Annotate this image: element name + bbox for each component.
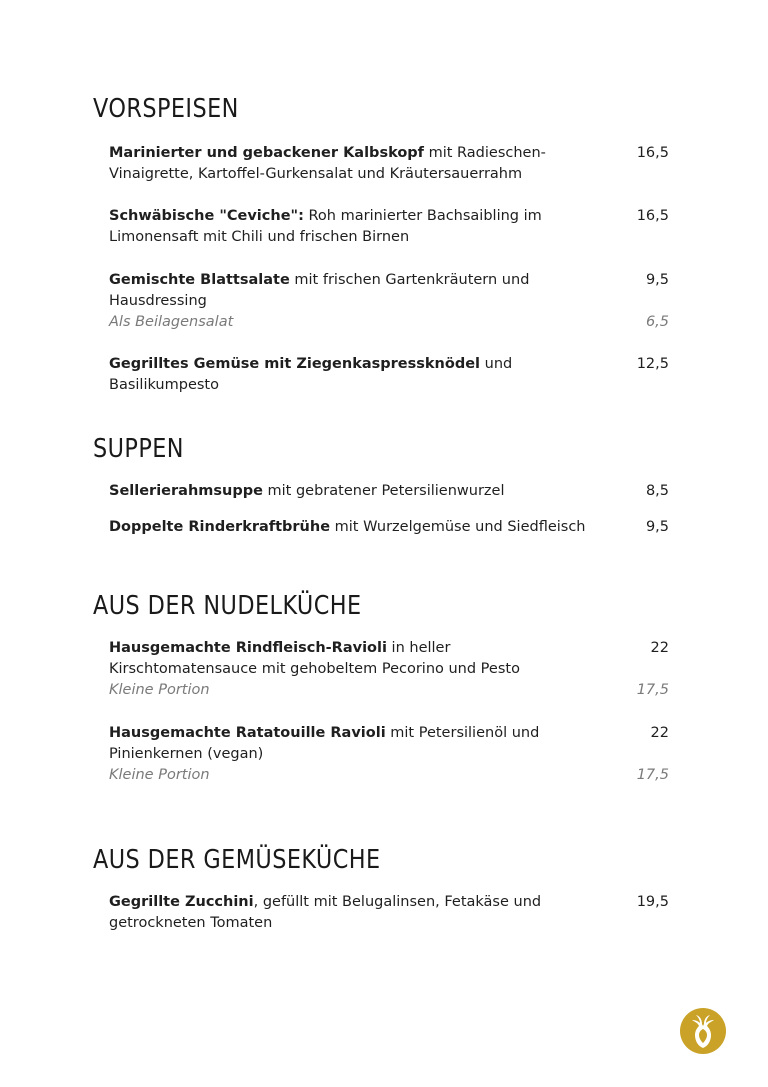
item-detail: mit gebratener Petersilienwurzel xyxy=(262,483,505,499)
item-variant xyxy=(109,312,669,333)
item-name: Sellerierahmsuppe xyxy=(109,483,263,499)
menu-item xyxy=(109,270,669,333)
item-description xyxy=(109,143,599,185)
section-title-vorspeisen: VORSPEISEN xyxy=(93,94,239,124)
menu-item xyxy=(109,723,669,786)
deer-antler-logo-icon xyxy=(680,1008,726,1054)
variant-price: 17,5 xyxy=(636,682,669,698)
item-variant xyxy=(109,680,669,701)
item-detail: mit Radieschen-Vinaigrette, Kartoffel-Gurkensalat und Kräutersauerrahm xyxy=(109,145,546,182)
item-price: 16,5 xyxy=(636,208,669,224)
item-description xyxy=(109,481,599,502)
item-price: 9,5 xyxy=(645,272,669,288)
item-name: Marinierter und gebackener Kalbskopf xyxy=(109,145,424,161)
variant-price: 6,5 xyxy=(645,314,669,330)
menu-item xyxy=(109,892,669,934)
item-name: Hausgemachte Ratatouille Ravioli xyxy=(109,725,386,741)
item-name: Schwäbische "Ceviche": xyxy=(109,208,304,224)
item-name: Doppelte Rinderkraftbrühe xyxy=(109,519,331,535)
variant-label: Kleine Portion xyxy=(109,682,210,698)
menu-item xyxy=(109,206,669,248)
item-description xyxy=(109,517,599,538)
item-description xyxy=(109,638,599,680)
item-price: 16,5 xyxy=(636,145,669,161)
item-detail: in heller Kirschtomatensauce mit gehobeltem Pecorino und Pesto xyxy=(109,640,520,677)
item-description xyxy=(109,892,599,934)
item-description xyxy=(109,206,599,248)
menu-item xyxy=(109,354,669,396)
item-detail: , gefüllt mit Belugalinsen, Fetakäse und getrockneten Tomaten xyxy=(109,894,542,931)
item-name: Gemischte Blattsalate xyxy=(109,272,290,288)
item-name: Hausgemachte Rindfleisch-Ravioli xyxy=(109,640,387,656)
section-title-suppen: SUPPEN xyxy=(93,434,184,464)
item-name: Gegrilltes Gemüse mit Ziegenkaspressknödel xyxy=(109,356,481,372)
item-price: 9,5 xyxy=(645,519,669,535)
section-title-nudelkueche: AUS DER NUDELKÜCHE xyxy=(93,591,362,621)
menu-item xyxy=(109,517,669,538)
item-description xyxy=(109,723,599,765)
item-detail: mit Wurzelgemüse und Siedfleisch xyxy=(330,519,586,535)
menu-item xyxy=(109,638,669,701)
item-detail: mit frischen Gartenkräutern und Hausdressing xyxy=(109,272,530,309)
variant-label: Als Beilagensalat xyxy=(109,314,234,330)
item-detail: Roh marinierter Bachsaibling im Limonensaft mit Chili und frischen Birnen xyxy=(109,208,542,245)
item-detail: mit Petersilienöl und Pinienkernen (vegan) xyxy=(109,725,540,762)
menu-item xyxy=(109,143,669,185)
item-price: 12,5 xyxy=(636,356,669,372)
item-price: 8,5 xyxy=(645,483,669,499)
item-name: Gegrillte Zucchini xyxy=(109,894,254,910)
item-description xyxy=(109,354,609,396)
item-description xyxy=(109,270,599,312)
variant-price: 17,5 xyxy=(636,767,669,783)
item-detail: und Basilikumpesto xyxy=(109,356,513,393)
section-title-gemuesekueche: AUS DER GEMÜSEKÜCHE xyxy=(93,845,381,875)
item-variant xyxy=(109,765,669,786)
variant-label: Kleine Portion xyxy=(109,767,210,783)
item-price: 22 xyxy=(650,725,669,741)
menu-item xyxy=(109,481,669,502)
item-price: 19,5 xyxy=(636,894,669,910)
item-price: 22 xyxy=(650,640,669,656)
